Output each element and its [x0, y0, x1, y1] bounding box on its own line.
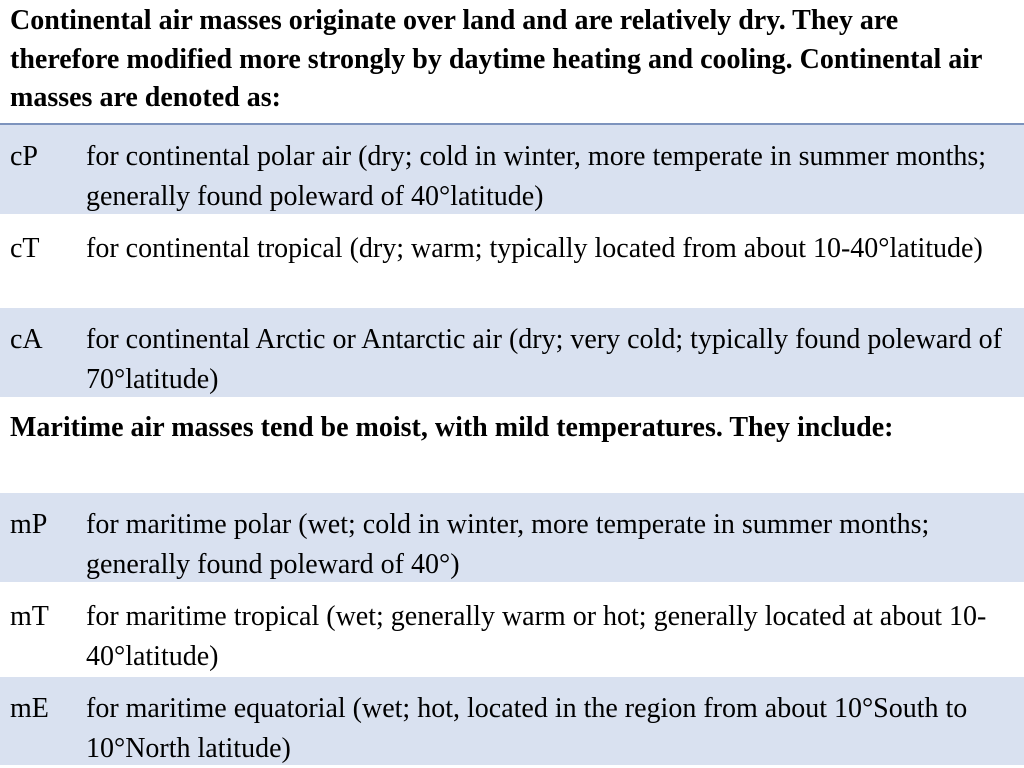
air-mass-code: cA [10, 324, 43, 356]
air-mass-code: mE [10, 693, 49, 725]
air-mass-description: for continental Arctic or Antarctic air (dry; very cold; typically found poleward of 70°latitude) [86, 324, 1002, 396]
air-mass-description: for maritime equatorial (wet; hot, located in the region from about 10°South to 10°North latitude) [86, 693, 968, 765]
air-mass-description: for maritime tropical (wet; generally warm or hot; generally located at about 10-40°latitude) [86, 601, 987, 673]
table-row-ca [0, 308, 1024, 400]
air-mass-code: cT [10, 232, 40, 264]
air-mass-description: for continental polar air (dry; cold in winter, more temperate in summer months; generally found poleward of 40°latitude) [86, 140, 987, 212]
continental-intro: Continental air masses originate over land and are relatively dry. They are therefore modified more strongly by daytime heating and cooling. Continental air masses are denoted as: [0, 0, 1024, 125]
table-row-mp [0, 493, 1024, 585]
table-row-mt [0, 585, 1024, 677]
table-row-ct [0, 217, 1024, 309]
maritime-intro: Maritime air masses tend be moist, with mild temperatures. They include: [0, 400, 1024, 493]
table-row-cp [0, 125, 1024, 217]
air-mass-code: mT [10, 601, 49, 633]
air-mass-code: cP [10, 140, 38, 172]
air-mass-description: for maritime polar (wet; cold in winter, more temperate in summer months; generally found poleward of 40°) [86, 509, 930, 581]
air-mass-description: for continental tropical (dry; warm; typically located from about 10-40°latitude) [86, 232, 983, 264]
table-row-me [0, 677, 1024, 768]
air-mass-code: mP [10, 509, 48, 541]
